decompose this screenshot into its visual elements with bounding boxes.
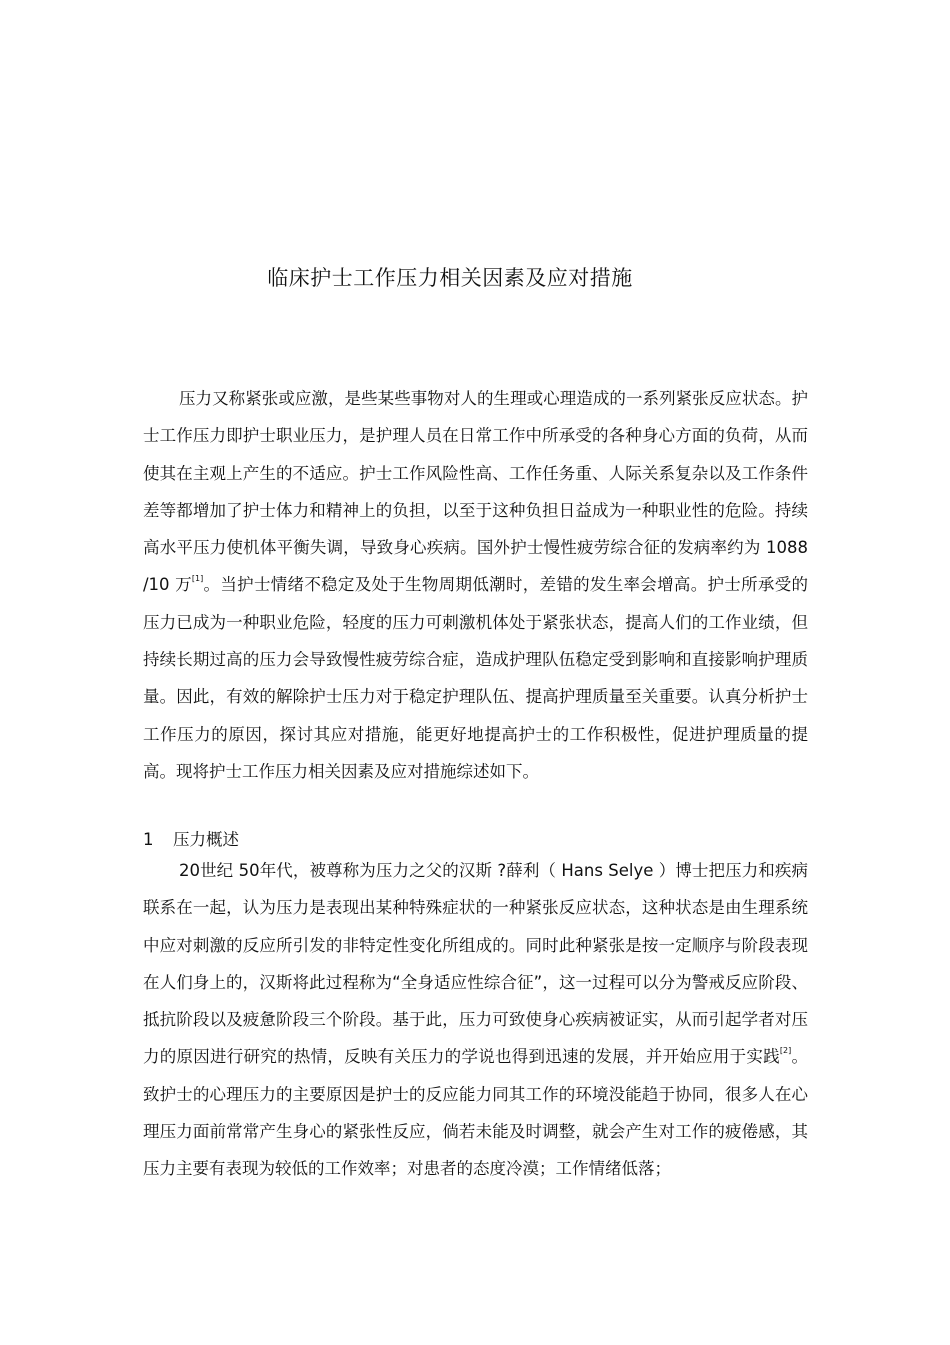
section-number: 1 <box>143 830 154 849</box>
citation-1: [1] <box>191 574 204 584</box>
section-text-part-2: 。致护士的心理压力的主要原因是护士的反应能力同其工作的环境没能趋于协同，很多人在心理压力面前常常产生身心的紧张性反应，倘若未能及时调整，就会产生对工作的疲倦感，其压力主要有表现为较低的工作效率；对患者的态度冷漠；工作情绪低落； <box>143 1047 809 1179</box>
section-text-part-1: 20世纪 50年代，被尊称为压力之父的汉斯 ?薛利（ Hans Selye ）博士把压力和疾病联系在一起，认为压力是表现出某种特殊症状的一种紧张反应状态，这种状态是由生理系统中应对刺激的反应所引发的非特定性变化所组成的。同时此种紧张是按一定顺序与阶段表现在人们身上的，汉斯将此过程称为“全身适应性综合征”，这一过程可以分为警戒反应阶段、抵抗阶段以及疲惫阶段三个阶段。基于此，压力可致使身心疾病被证实，从而引起学者对压力的原因进行研究的热情，反映有关压力的学说也得到迅速的发展，并开始应用于实践 <box>143 861 808 1067</box>
section-heading <box>143 828 239 852</box>
intro-text-part-2: 。当护士情绪不稳定及处于生物周期低潮时，差错的发生率会增高。护士所承受的压力已成为一种职业危险，轻度的压力可刺激机体处于紧张状态，提高人们的工作业绩，但持续长期过高的压力会导致慢性疲劳综合症，造成护理队伍稳定受到影响和直接影响护理质量。因此，有效的解除护士压力对于稳定护理队伍、提高护理质量至关重要。认真分析护士工作压力的原因，探讨其应对措施，能更好地提高护士的工作积极性，促进护理质量的提高。现将护士工作压力相关因素及应对措施综述如下。 <box>143 575 808 781</box>
intro-text-part-1: 压力又称紧张或应激，是些某些事物对人的生理或心理造成的一系列紧张反应状态。护士工作压力即护士职业压力，是护理人员在日常工作中所承受的各种身心方面的负荷，从而使其在主观上产生的不适应。护士工作风险性高、工作任务重、人际关系复杂以及工作条件差等都增加了护士体力和精神上的负担，以至于这种负担日益成为一种职业性的危险。持续高水平压力使机体平衡失调，导致身心疾病。国外护士慢性疲劳综合征的发病率约为 1088 /10 万 <box>143 389 808 595</box>
section-paragraph <box>143 852 808 1188</box>
intro-paragraph <box>143 380 808 790</box>
section-title: 压力概述 <box>173 830 239 849</box>
citation-2: [2] <box>779 1046 792 1056</box>
document-title: 临床护士工作压力相关因素及应对措施 <box>267 266 633 290</box>
